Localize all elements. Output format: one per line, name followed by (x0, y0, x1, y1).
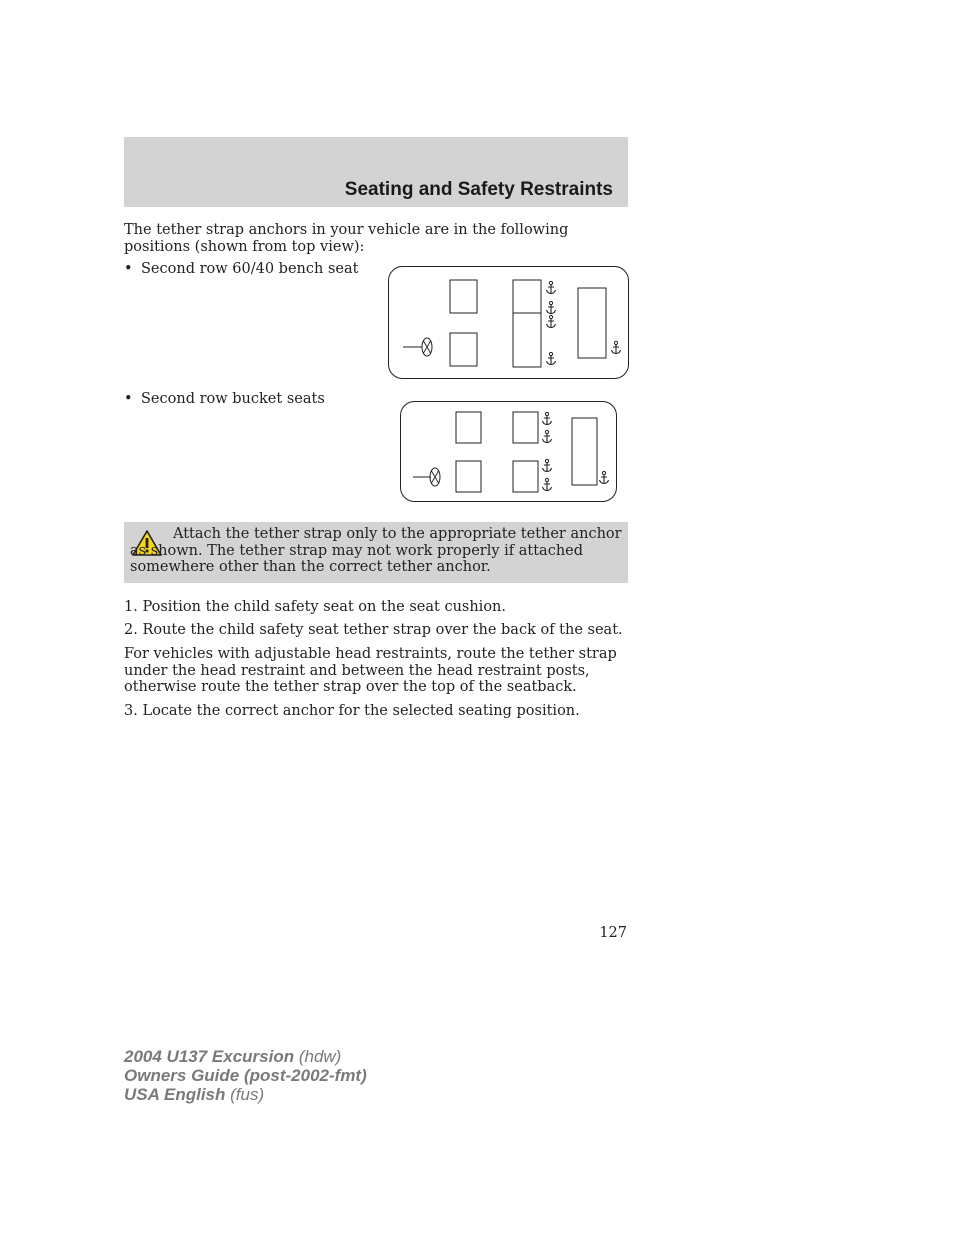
footer-model-code: (hdw) (294, 1047, 342, 1066)
head-restraint-note: For vehicles with adjustable head restraints, route the tether strap under the head restraint and between the head restraint posts, otherwise route the tether strap over the top of the seatback. (124, 646, 617, 695)
bullet-bench-seat-label: Second row 60/40 bench seat (141, 261, 359, 277)
section-title: Seating and Safety Restraints (344, 179, 613, 200)
step-2: 2. Route the child safety seat tether strap over the back of the seat. (124, 622, 623, 638)
footer-line-3 (124, 1085, 367, 1104)
bucket-seats-diagram (400, 401, 618, 503)
bullet-bucket-seats-label: Second row bucket seats (141, 391, 325, 407)
step-3: 3. Locate the correct anchor for the selected seating position. (124, 703, 580, 719)
footer-language-code: (fus) (225, 1085, 265, 1104)
page-number: 127 (599, 925, 627, 941)
warning-text: Attach the tether strap only to the appropriate tether anchor as shown. The tether strap may not work properly if attached somewhere other than the correct tether anchor. (130, 526, 622, 575)
bullet-bench-seat: • Second row 60/40 bench seat (124, 261, 359, 277)
footer-line-1 (124, 1047, 367, 1066)
document-footer (124, 1047, 367, 1104)
bullet-bucket-seats: • Second row bucket seats (124, 391, 325, 407)
footer-language: USA English (124, 1085, 226, 1104)
intro-paragraph: The tether strap anchors in your vehicle are in the following positions (shown from top view): (124, 222, 569, 255)
footer-guide: Owners Guide (post-2002-fmt) (124, 1066, 367, 1085)
footer-line-2 (124, 1066, 367, 1085)
step-1: 1. Position the child safety seat on the seat cushion. (124, 599, 506, 615)
warning-box (124, 522, 628, 583)
footer-model: 2004 U137 Excursion (124, 1047, 295, 1066)
section-header-band (124, 137, 628, 207)
bench-seat-diagram (388, 266, 630, 380)
